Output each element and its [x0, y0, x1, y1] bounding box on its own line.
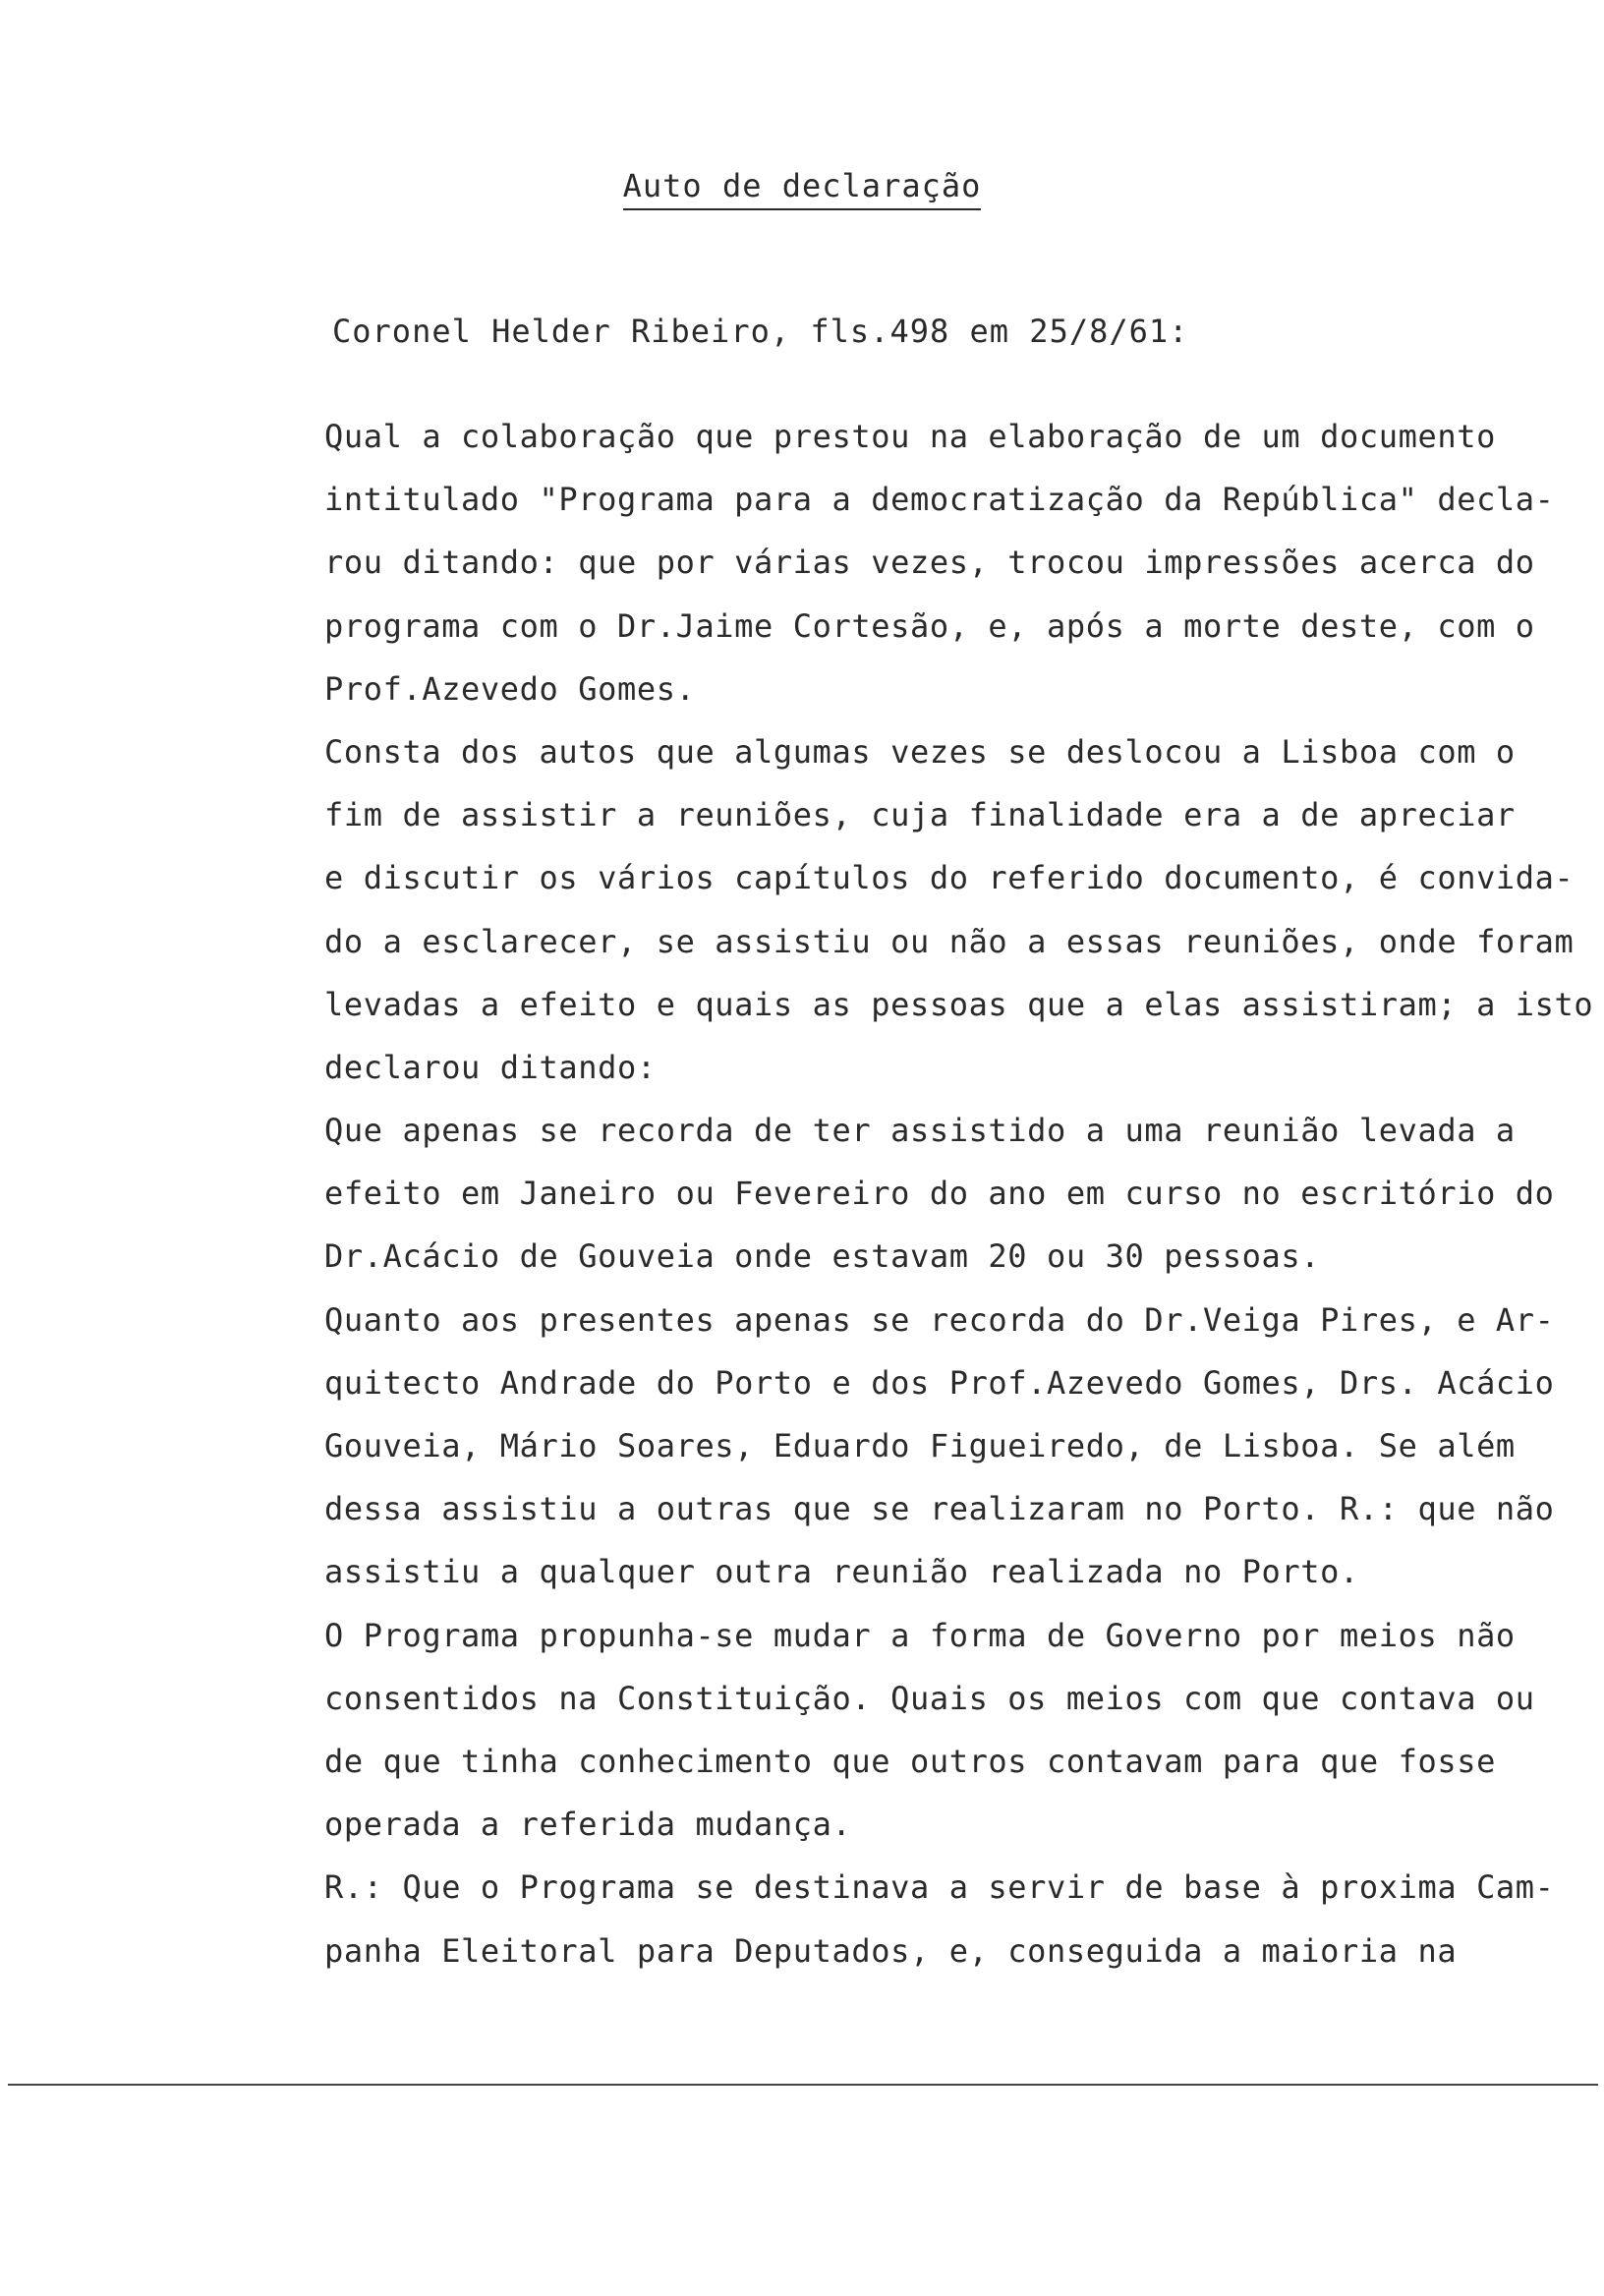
body-line: Prof.Azevedo Gomes. [324, 669, 696, 708]
declaration-heading: Coronel Helder Ribeiro, fls.498 em 25/8/61: [332, 313, 1189, 350]
body-line: R.: Que o Programa se destinava a servir de base à proxima Cam- [324, 1868, 1555, 1907]
body-line: fim de assistir a reuniões, cuja finalidade era a de apreciar [324, 796, 1516, 834]
body-line: efeito em Janeiro ou Fevereiro do ano em curso no escritório do [324, 1175, 1555, 1213]
document-title: Auto de declaração [623, 167, 982, 210]
body-line: Consta dos autos que algumas vezes se deslocou a Lisboa com o [324, 732, 1516, 771]
body-line: consentidos na Constituição. Quais os meios com que contava ou [324, 1679, 1535, 1717]
body-line: de que tinha conhecimento que outros contavam para que fosse [324, 1742, 1496, 1780]
body-line: assistiu a qualquer outra reunião realizada no Porto. [324, 1553, 1359, 1591]
body-line: programa com o Dr.Jaime Cortesão, e, após a morte deste, com o [324, 606, 1535, 645]
body-line: Qual a colaboração que prestou na elaboração de um documento [324, 418, 1496, 455]
body-line: operada a referida mudança. [324, 1806, 852, 1844]
body-line: declarou ditando: [324, 1048, 657, 1086]
body-line: Que apenas se recorda de ter assistido a uma reunião levada a [324, 1112, 1516, 1150]
body-line: O Programa propunha-se mudar a forma de Governo por meios não [324, 1616, 1516, 1654]
body-line: Dr.Acácio de Gouveia onde estavam 20 ou 30 pessoas. [324, 1237, 1321, 1276]
body-line: levadas a efeito e quais as pessoas que a elas assistiram; a isto [324, 985, 1594, 1023]
body-line: Quanto aos presentes apenas se recorda do Dr.Veiga Pires, e Ar- [324, 1300, 1555, 1339]
declaration-body [324, 405, 1604, 1982]
body-line: intitulado "Programa para a democratização da República" decla- [324, 481, 1555, 519]
document-title-wrapper [0, 167, 1604, 204]
body-line: e discutir os vários capítulos do referido documento, é convida- [324, 859, 1575, 897]
body-line: dessa assistiu a outras que se realizaram no Porto. R.: que não [324, 1490, 1555, 1528]
body-line: rou ditando: que por várias vezes, trocou impressões acerca do [324, 544, 1535, 582]
body-line: Gouveia, Mário Soares, Eduardo Figueiredo, de Lisboa. Se além [324, 1427, 1516, 1464]
body-line: panha Eleitoral para Deputados, e, conseguida a maioria na [324, 1931, 1458, 1970]
body-line: do a esclarecer, se assistiu ou não a essas reuniões, onde foram [324, 922, 1575, 960]
body-line: quitecto Andrade do Porto e dos Prof.Azevedo Gomes, Drs. Acácio [324, 1363, 1555, 1402]
bottom-divider [8, 2084, 1598, 2086]
